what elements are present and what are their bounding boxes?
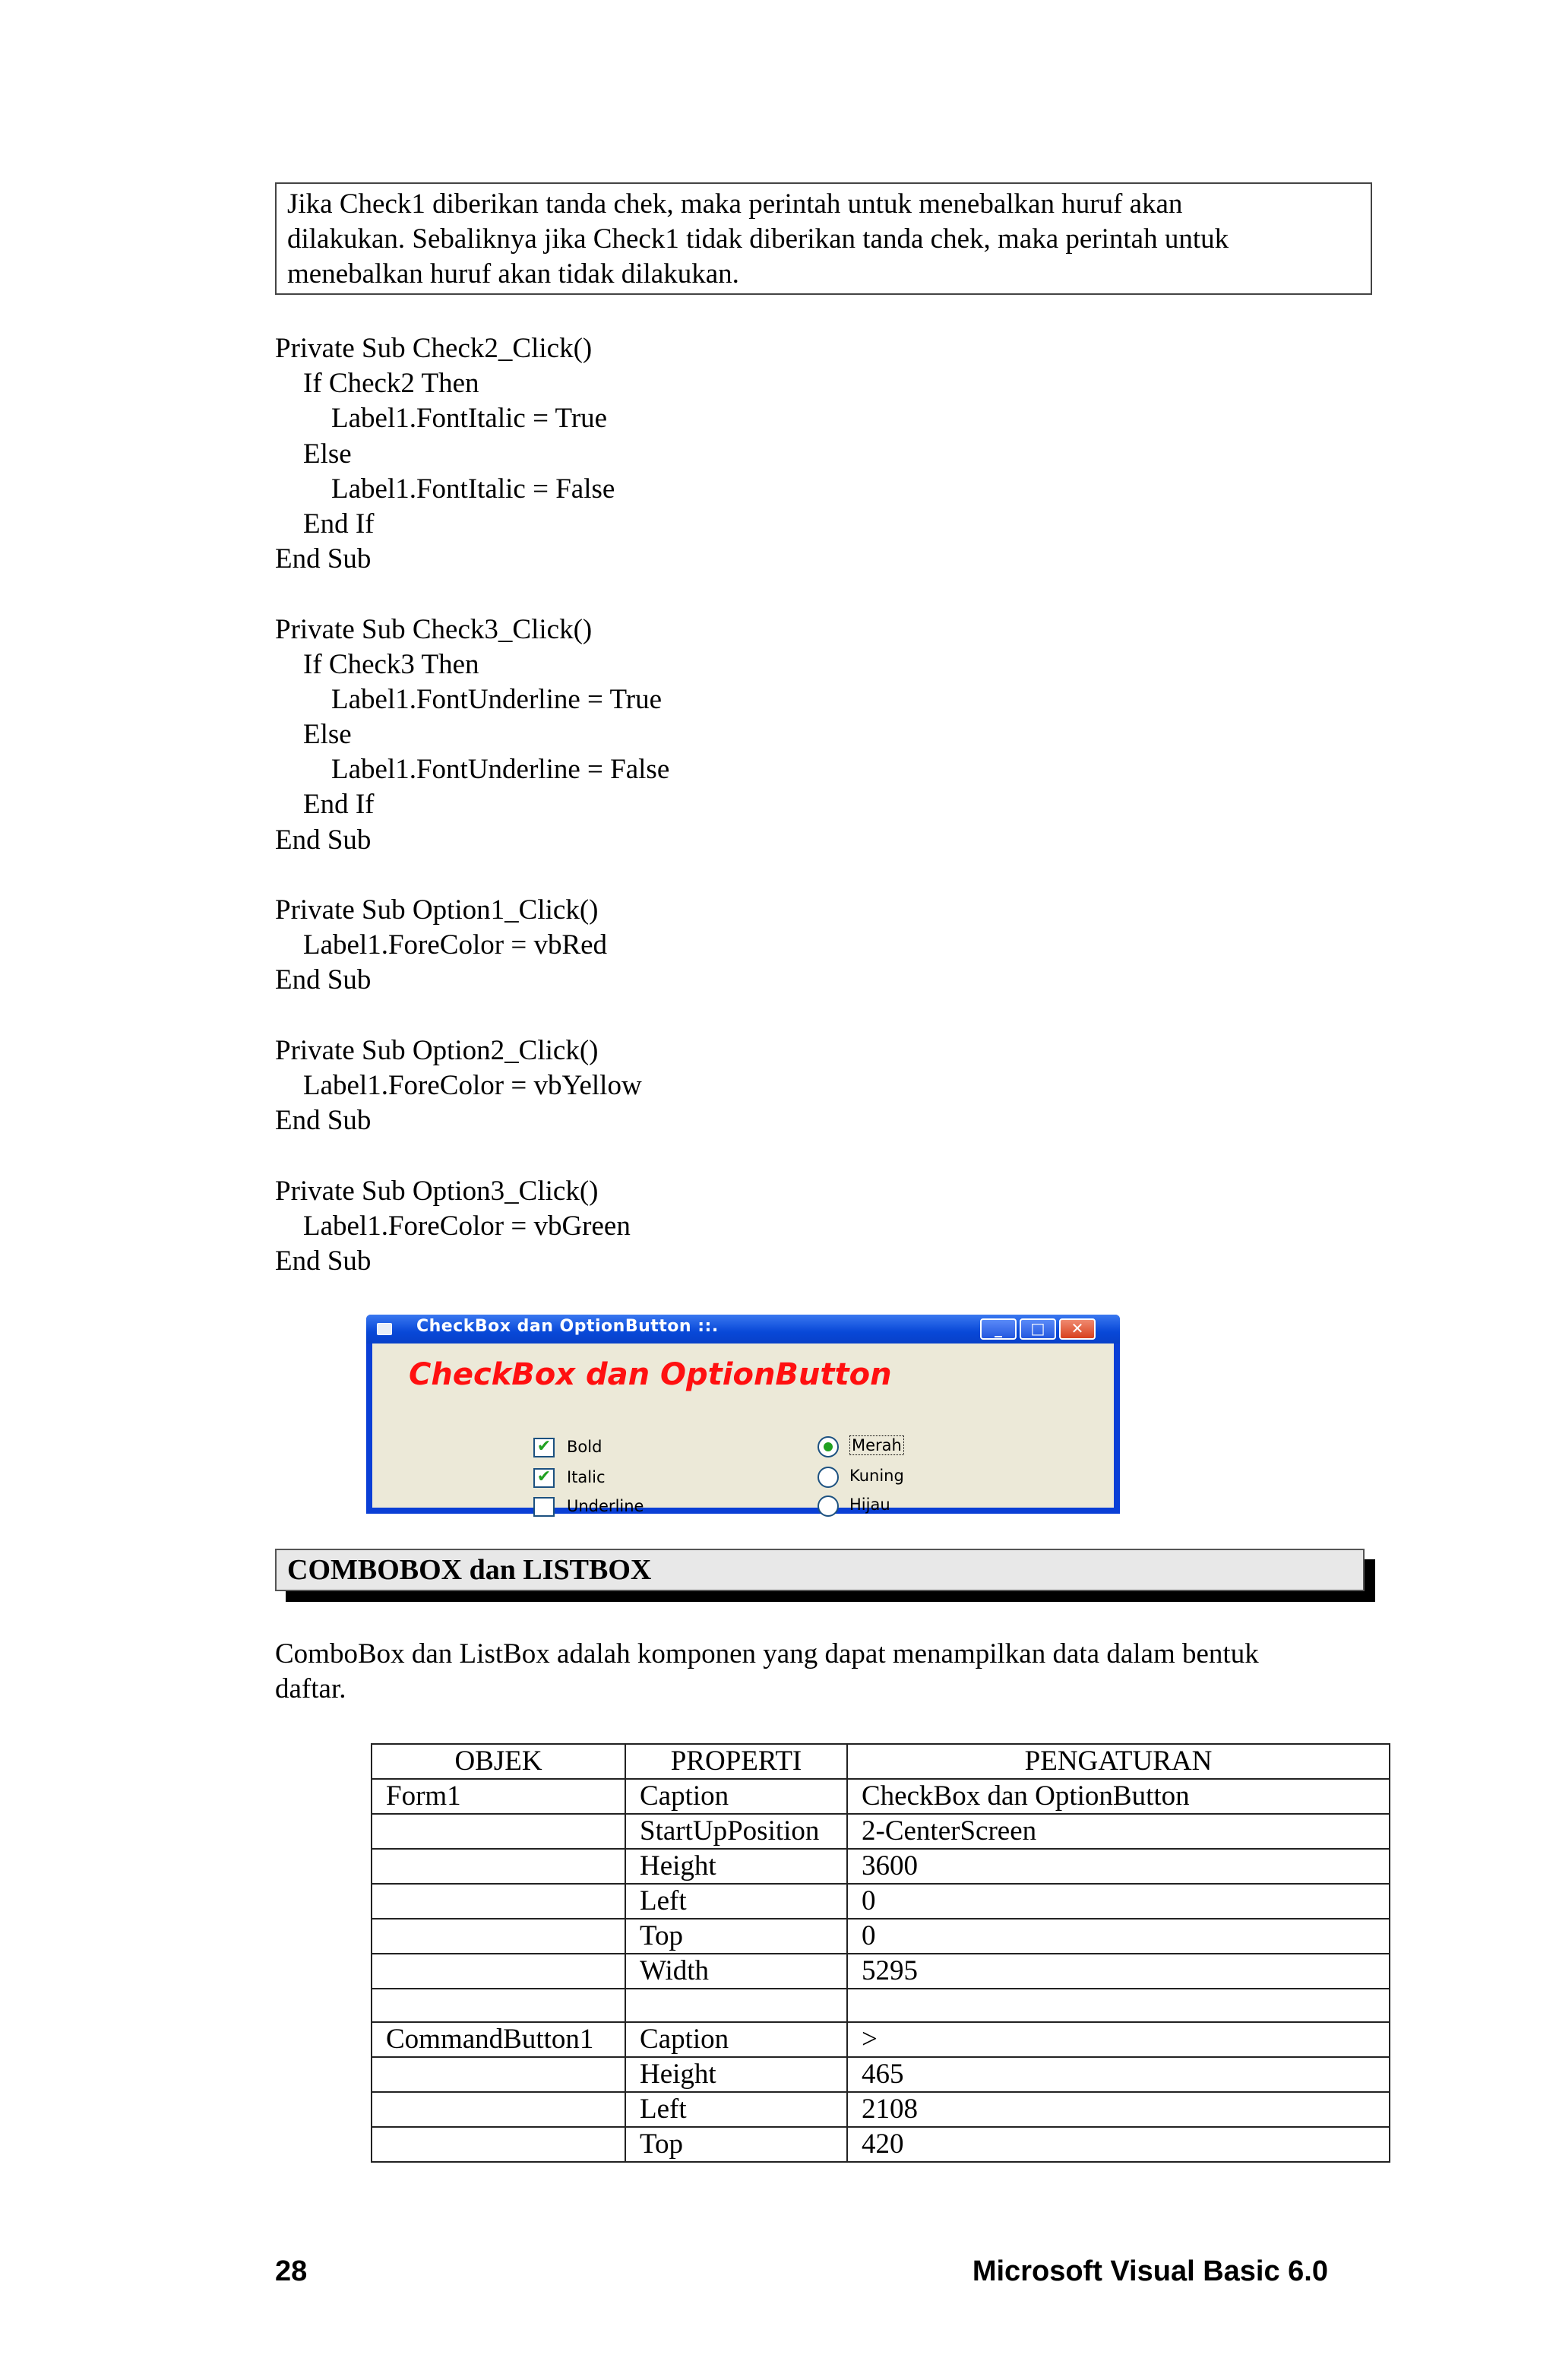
- cell-objek: [372, 2127, 625, 2162]
- code-line: End Sub: [275, 1245, 372, 1277]
- code-line: End Sub: [275, 543, 372, 575]
- code-line: Else: [275, 719, 352, 751]
- cell-objek: [372, 1919, 625, 1954]
- code-line: End Sub: [275, 1105, 372, 1137]
- code-line: Label1.FontItalic = True: [275, 403, 608, 435]
- code-listing: [275, 331, 669, 1279]
- code-line: Private Sub Option1_Click(): [275, 894, 599, 926]
- bold-checkbox-label: Bold: [567, 1438, 602, 1456]
- cell-properti: Height: [625, 1849, 847, 1884]
- code-line: [275, 577, 669, 612]
- section-title: COMBOBOX dan LISTBOX: [287, 1554, 652, 1586]
- table-row: [372, 1919, 1390, 1954]
- form-client-area: [372, 1343, 1114, 1515]
- code-line: [275, 1138, 669, 1173]
- kuning-option[interactable]: [818, 1467, 839, 1488]
- cell-pengaturan: 3600: [847, 1849, 1390, 1884]
- cell-objek: Form1: [372, 1779, 625, 1814]
- note-line: Jika Check1 diberikan tanda chek, maka perintah untuk menebalkan huruf akan: [287, 188, 1183, 220]
- cell-pengaturan: 465: [847, 2057, 1390, 2092]
- body-paragraph: [275, 1637, 1384, 1707]
- table-row: [372, 1814, 1390, 1849]
- header-objek: OBJEK: [372, 1744, 625, 1779]
- underline-checkbox[interactable]: [533, 1497, 555, 1517]
- cell-objek: [372, 1814, 625, 1849]
- table-row: [372, 1779, 1390, 1814]
- code-line: Private Sub Option3_Click(): [275, 1175, 599, 1207]
- code-line: Private Sub Option2_Click(): [275, 1034, 599, 1066]
- book-title: Microsoft Visual Basic 6.0: [972, 2255, 1328, 2287]
- code-line: Label1.ForeColor = vbGreen: [275, 1210, 631, 1242]
- code-line: End Sub: [275, 824, 372, 856]
- cell-properti: [625, 1989, 847, 2022]
- cell-pengaturan: 420: [847, 2127, 1390, 2162]
- table-row: [372, 2057, 1390, 2092]
- cell-pengaturan: 2108: [847, 2092, 1390, 2127]
- form-heading-label: CheckBox dan OptionButton: [409, 1357, 892, 1392]
- table-row: [372, 2127, 1390, 2162]
- maximize-button[interactable]: □: [1020, 1318, 1056, 1340]
- paragraph-line: ComboBox dan ListBox adalah komponen yang dapat menampilkan data dalam bentuk: [275, 1638, 1259, 1669]
- cell-properti: Caption: [625, 2022, 847, 2057]
- section-heading: [275, 1549, 1365, 1591]
- table-row: [372, 1884, 1390, 1919]
- window-title-bar: [366, 1315, 1120, 1343]
- code-line: End Sub: [275, 964, 372, 996]
- table-header-row: [372, 1744, 1390, 1779]
- header-pengaturan: PENGATURAN: [847, 1744, 1390, 1779]
- code-line: Private Sub Check3_Click(): [275, 613, 593, 645]
- note-line: dilakukan. Sebaliknya jika Check1 tidak diberikan tanda chek, maka perintah untuk: [287, 223, 1229, 255]
- code-line: Label1.ForeColor = vbYellow: [275, 1069, 642, 1101]
- table-row: [372, 2092, 1390, 2127]
- table-row: [372, 1989, 1390, 2022]
- cell-objek: [372, 1954, 625, 1989]
- cell-pengaturan: >: [847, 2022, 1390, 2057]
- cell-pengaturan: 2-CenterScreen: [847, 1814, 1390, 1849]
- italic-checkbox-label: Italic: [567, 1468, 606, 1486]
- system-menu-icon[interactable]: [377, 1323, 392, 1335]
- code-line: [275, 858, 669, 893]
- hijau-option-label: Hijau: [849, 1495, 890, 1514]
- page-number: 28: [275, 2255, 308, 2287]
- merah-option-label: Merah: [849, 1436, 904, 1454]
- paragraph-line: daftar.: [275, 1673, 346, 1704]
- cell-pengaturan: CheckBox dan OptionButton: [847, 1779, 1390, 1814]
- close-button[interactable]: ✕: [1059, 1318, 1096, 1340]
- vb-form-window: [366, 1315, 1120, 1514]
- cell-objek: [372, 1849, 625, 1884]
- cell-properti: Top: [625, 2127, 847, 2162]
- window-title: CheckBox dan OptionButton ::.: [416, 1317, 719, 1336]
- table-row: [372, 1849, 1390, 1884]
- selected-dot: [824, 1442, 833, 1451]
- code-line: End If: [275, 508, 375, 540]
- code-line: Private Sub Check2_Click(): [275, 333, 593, 364]
- properties-table: [371, 1743, 1390, 2163]
- italic-checkbox[interactable]: ✔: [533, 1468, 555, 1488]
- header-properti: PROPERTI: [625, 1744, 847, 1779]
- code-line: Label1.FontUnderline = False: [275, 754, 670, 786]
- code-line: Label1.FontUnderline = True: [275, 683, 663, 715]
- code-line: Label1.FontItalic = False: [275, 473, 615, 505]
- cell-properti: StartUpPosition: [625, 1814, 847, 1849]
- cell-objek: [372, 1989, 625, 2022]
- code-line: Else: [275, 438, 352, 470]
- cell-objek: [372, 2092, 625, 2127]
- merah-option[interactable]: [818, 1436, 839, 1457]
- cell-properti: Caption: [625, 1779, 847, 1814]
- cell-properti: Left: [625, 1884, 847, 1919]
- cell-objek: [372, 2057, 625, 2092]
- cell-properti: Height: [625, 2057, 847, 2092]
- note-line: menebalkan huruf akan tidak dilakukan.: [287, 258, 739, 290]
- cell-properti: Width: [625, 1954, 847, 1989]
- code-line: [275, 999, 669, 1033]
- table-row: [372, 1954, 1390, 1989]
- minimize-button[interactable]: _: [980, 1318, 1017, 1340]
- code-line: If Check2 Then: [275, 368, 479, 400]
- note-box: [275, 182, 1372, 295]
- code-line: If Check3 Then: [275, 648, 479, 680]
- cell-pengaturan: [847, 1989, 1390, 2022]
- cell-properti: Left: [625, 2092, 847, 2127]
- cell-objek: CommandButton1: [372, 2022, 625, 2057]
- cell-pengaturan: 0: [847, 1884, 1390, 1919]
- hijau-option[interactable]: [818, 1495, 839, 1517]
- cell-objek: [372, 1884, 625, 1919]
- table-row: [372, 2022, 1390, 2057]
- code-line: End If: [275, 789, 375, 821]
- cell-pengaturan: 5295: [847, 1954, 1390, 1989]
- kuning-option-label: Kuning: [849, 1467, 904, 1485]
- cell-properti: Top: [625, 1919, 847, 1954]
- code-line: Label1.ForeColor = vbRed: [275, 929, 608, 961]
- underline-checkbox-label: Underline: [567, 1497, 644, 1515]
- cell-pengaturan: 0: [847, 1919, 1390, 1954]
- bold-checkbox[interactable]: ✔: [533, 1438, 555, 1457]
